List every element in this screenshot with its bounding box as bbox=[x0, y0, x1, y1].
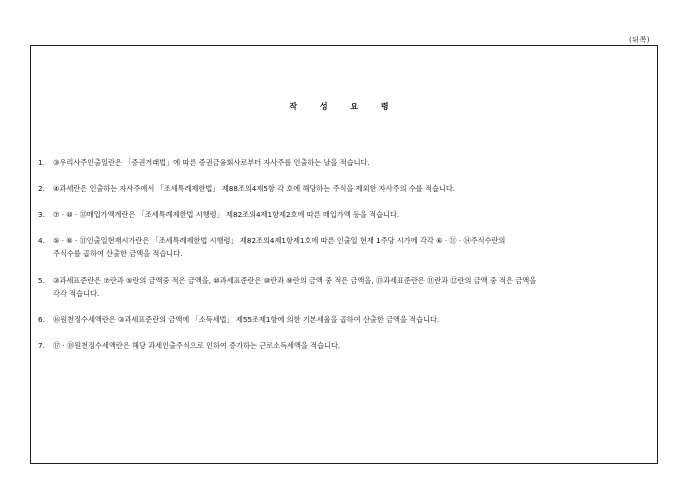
item-number: 6. bbox=[38, 315, 45, 324]
item-number: 5. bbox=[38, 276, 45, 285]
instruction-item-6 bbox=[38, 313, 651, 326]
instruction-item-4 bbox=[38, 234, 651, 260]
item-text-continued: 각각 적습니다. bbox=[53, 289, 100, 298]
instruction-item-2 bbox=[38, 182, 651, 195]
item-number: 7. bbox=[38, 341, 45, 350]
item-text-continued: 주식수를 곱하여 산출한 금액을 적습니다. bbox=[53, 249, 183, 258]
item-text: ⑰ · ⑱원천징수세액란은 해당 과세인출주식으로 인하여 증가하는 근로소득세액을 적습니다. bbox=[53, 341, 341, 350]
item-text: ⑯원천징수세액란은 ③과세표준란의 금액에 「소득세법」 제55조제1항에 의한 기본세율을 곱하여 산출한 금액을 적습니다. bbox=[53, 315, 440, 324]
item-text: ③우리사주인출일란은 「증권거래법」에 따른 증권금융회사로부터 자사주를 인출하는 날을 적습니다. bbox=[53, 158, 370, 167]
item-number: 3. bbox=[38, 210, 45, 219]
instructions-box bbox=[30, 45, 658, 464]
instruction-item-1 bbox=[38, 156, 651, 169]
item-number: 2. bbox=[38, 184, 45, 193]
back-page-label: (뒤쪽) bbox=[629, 36, 650, 44]
item-number: 4. bbox=[38, 236, 45, 245]
page-title: 작 성 요 령 bbox=[289, 102, 399, 111]
instruction-item-5 bbox=[38, 274, 651, 300]
instruction-item-7 bbox=[38, 339, 651, 352]
item-text: ③과세표준란은 ⑦란과 ⑤란의 금액중 적은 금액을, ⑩과세표준란은 ⑩란과 ⑨란의 금액 중 적은 금액을, ⑬과세표준란은 ⑪란과 ⑫란의 금액 중 적은 금액을 bbox=[53, 276, 537, 285]
item-number: 1. bbox=[38, 158, 45, 167]
item-text: ④과세란은 인출하는 자사주에서 「조세특례제한법」 제88조의4제5항 각 호에 해당하는 주식을 제외한 자사주의 수를 적습니다. bbox=[53, 184, 456, 193]
instruction-item-3 bbox=[38, 208, 651, 221]
item-text: ⑤ · ⑧ · ⑪인출일현재시가란은 「조세특례제한법 시행령」 제82조의4제1항제1호에 따른 인출일 현재 1주당 시가에 각각 ⑥ · ⑪ · ⑭주식수란의 bbox=[53, 236, 506, 245]
item-text: ⑦ · ⑩ · ⑬매입가액계란은 「조세특례제한법 시행령」 제82조의4제1항제2호에 따른 매입가액 등을 적습니다. bbox=[53, 210, 400, 219]
